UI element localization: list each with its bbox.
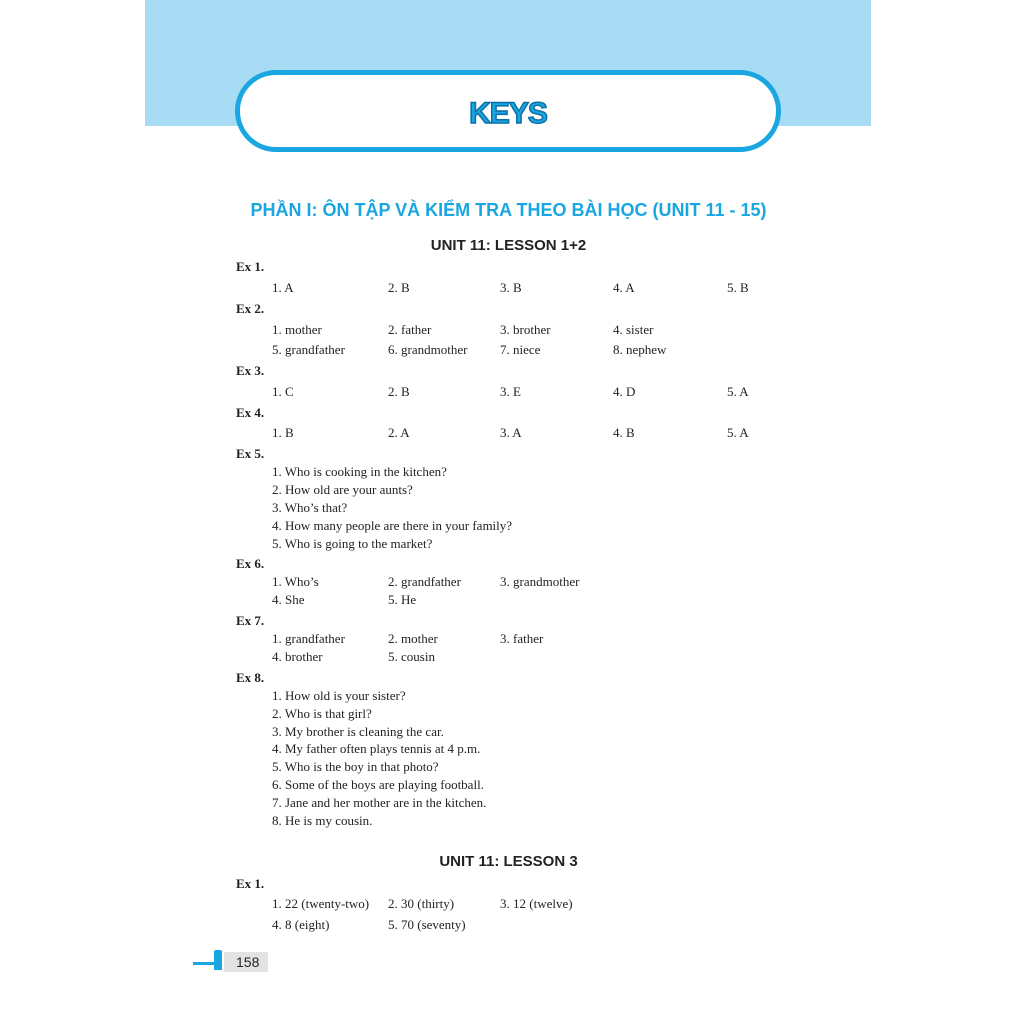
footer-decoration (193, 962, 215, 965)
page-title: KEYS (469, 97, 547, 130)
title-box (235, 70, 781, 152)
answer: 2. father (388, 322, 432, 337)
answer: 7. niece (500, 342, 541, 357)
answer: 1. 22 (twenty-two) (272, 896, 370, 911)
answer: 6. Some of the boys are playing football. (272, 777, 484, 792)
answer: 5. Who is the boy in that photo? (272, 759, 439, 774)
answer: 5. A (727, 425, 749, 440)
answer: 3. Who’s that? (272, 500, 348, 515)
answer: 1. Who is cooking in the kitchen? (272, 464, 447, 479)
answer: 1. A (272, 280, 294, 295)
answer: 5. He (388, 592, 417, 607)
answer: 3. 12 (twelve) (500, 896, 573, 911)
answer: 2. grandfather (388, 574, 461, 589)
answer: 5. grandfather (272, 342, 345, 357)
answer: 5. cousin (388, 649, 435, 664)
answer: 2. mother (388, 631, 438, 646)
answer: 3. A (500, 425, 522, 440)
answer: 4. A (613, 280, 635, 295)
answer: 4. brother (272, 649, 323, 664)
answer: 8. He is my cousin. (272, 813, 373, 828)
answer: 4. B (613, 425, 635, 440)
answer: 1. B (272, 425, 294, 440)
answer: 2. How old are your aunts? (272, 482, 413, 497)
section-heading: UNIT 11: LESSON 3 (439, 853, 578, 870)
answer: 3. B (500, 280, 522, 295)
answer: 3. father (500, 631, 544, 646)
answer: 2. A (388, 425, 410, 440)
answer: 3. My brother is cleaning the car. (272, 724, 444, 739)
answer: 5. Who is going to the market? (272, 536, 433, 551)
answer: 3. E (500, 384, 521, 399)
answer: 2. B (388, 384, 410, 399)
answer: 5. B (727, 280, 749, 295)
exercise-label: Ex 1. (236, 876, 265, 891)
exercise-label: Ex 8. (236, 670, 265, 685)
exercise-label: Ex 1. (236, 259, 265, 274)
exercise-label: Ex 3. (236, 363, 265, 378)
answer: 4. How many people are there in your family? (272, 518, 513, 533)
page-number: 158 (236, 954, 260, 970)
answer: 6. grandmother (388, 342, 468, 357)
exercise-label: Ex 4. (236, 405, 265, 420)
answer: 3. grandmother (500, 574, 580, 589)
exercise-label: Ex 5. (236, 446, 265, 461)
answer: 3. brother (500, 322, 551, 337)
exercise-label: Ex 7. (236, 613, 265, 628)
answer: 2. 30 (thirty) (388, 896, 455, 911)
exercise-label: Ex 2. (236, 301, 265, 316)
answer: 1. mother (272, 322, 322, 337)
answer: 2. B (388, 280, 410, 295)
answer: 1. grandfather (272, 631, 345, 646)
answer: 4. 8 (eight) (272, 917, 330, 932)
answer: 1. C (272, 384, 294, 399)
answer: 8. nephew (613, 342, 667, 357)
answer: 7. Jane and her mother are in the kitchen. (272, 795, 487, 810)
answer: 5. 70 (seventy) (388, 917, 466, 932)
footer-tab-icon (214, 950, 222, 970)
section-heading: UNIT 11: LESSON 1+2 (430, 237, 587, 254)
answer: 1. Who’s (272, 574, 319, 589)
answer: 4. sister (613, 322, 654, 337)
answer: 4. D (613, 384, 636, 399)
answer: 2. Who is that girl? (272, 706, 372, 721)
answer: 4. My father often plays tennis at 4 p.m. (272, 741, 481, 756)
answer: 4. She (272, 592, 305, 607)
answer: 5. A (727, 384, 749, 399)
part-title: PHẦN I: ÔN TẬP VÀ KIỂM TRA THEO BÀI HỌC (UNIT 11 - 15) (250, 200, 767, 220)
answer: 1. How old is your sister? (272, 688, 406, 703)
exercise-label: Ex 6. (236, 556, 265, 571)
